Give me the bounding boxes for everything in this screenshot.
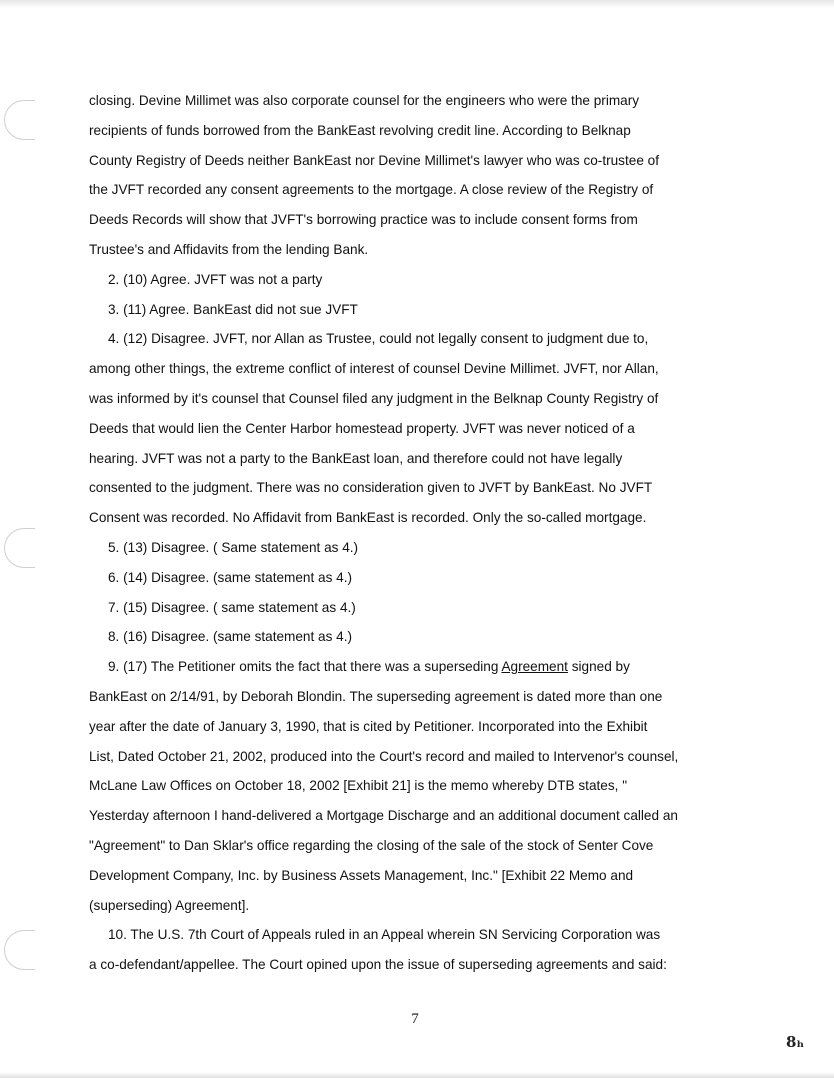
text-line: consented to the judgment. There was no consideration given to JVFT by BankEast. No JVFT (89, 480, 653, 496)
text-line: BankEast on 2/14/91, by Deborah Blondin. The superseding agreement is dated more than one (89, 688, 663, 704)
list-item (89, 652, 749, 682)
punch-hole-mark (4, 100, 35, 140)
text-line: was informed by it's counsel that Counsel filed any judgment in the Belknap County Registry of (89, 390, 659, 406)
handwritten-page-mark: 8ₕ (786, 1033, 805, 1051)
text-line: Yesterday afternoon I hand-delivered a Mortgage Discharge and an additional document called an (89, 808, 678, 824)
document-body (89, 86, 749, 980)
text-line: McLane Law Offices on October 18, 2002 [Exhibit 21] is the memo whereby DTB states, " (89, 778, 628, 794)
page-number: 7 (411, 1011, 419, 1027)
list-item: 6. (14) Disagree. (same statement as 4.) (108, 569, 353, 585)
text-line: County Registry of Deeds neither BankEast nor Devine Millimet's lawyer who was co-trustee of (89, 152, 659, 168)
text-line: year after the date of January 3, 1990, that is cited by Petitioner. Incorporated into the Exhibit (89, 718, 648, 734)
text-line: (superseding) Agreement]. (89, 897, 250, 913)
list-item: 3. (11) Agree. BankEast did not sue JVFT (108, 301, 358, 317)
scan-bottom-edge (0, 1072, 834, 1078)
punch-hole-mark (4, 528, 35, 568)
text-line: closing. Devine Millimet was also corporate counsel for the engineers who were the primary (89, 93, 640, 108)
list-item: 5. (13) Disagree. ( Same statement as 4.) (108, 539, 359, 555)
text-line: Deeds Records will show that JVFT's borrowing practice was to include consent forms from (89, 212, 638, 228)
list-item: 8. (16) Disagree. (same statement as 4.) (108, 629, 353, 645)
text-line: hearing. JVFT was not a party to the BankEast loan, and therefore could not have legally (89, 450, 623, 466)
list-item: 7. (15) Disagree. ( same statement as 4.) (108, 599, 356, 615)
text-line: the JVFT recorded any consent agreements to the mortgage. A close review of the Registry of (89, 182, 654, 198)
punch-hole-mark (4, 930, 35, 970)
list-item: 2. (10) Agree. JVFT was not a party (108, 271, 323, 287)
text-segment: signed by (567, 659, 630, 675)
text-segment: 9. (17) The Petitioner omits the fact that there was a superseding (108, 659, 502, 675)
underlined-term: Agreement (501, 659, 568, 675)
text-line: "Agreement" to Dan Sklar's office regarding the closing of the sale of the stock of Senter Cove (89, 837, 654, 853)
text-line: among other things, the extreme conflict of interest of counsel Devine Millimet. JVFT, nor Allan, (89, 361, 659, 377)
list-item: 4. (12) Disagree. JVFT, nor Allan as Trustee, could not legally consent to judgment due to, (108, 331, 649, 347)
text-line: Deeds that would lien the Center Harbor homestead property. JVFT was never noticed of a (89, 420, 635, 436)
text-line: recipients of funds borrowed from the BankEast revolving credit line. According to Belknap (89, 122, 631, 138)
list-item: 10. The U.S. 7th Court of Appeals ruled in an Appeal wherein SN Servicing Corporation was (108, 927, 661, 943)
text-line: Consent was recorded. No Affidavit from BankEast is recorded. Only the so-called mortgage. (89, 510, 647, 526)
scan-top-edge (0, 0, 834, 8)
text-line: Development Company, Inc. by Business Assets Management, Inc." [Exhibit 22 Memo and (89, 867, 634, 883)
text-line: List, Dated October 21, 2002, produced into the Court's record and mailed to Intervenor's counsel, (89, 748, 679, 764)
text-line: Trustee's and Affidavits from the lending Bank. (89, 241, 369, 257)
text-line: a co-defendant/appellee. The Court opined upon the issue of superseding agreements and said: (89, 957, 667, 973)
